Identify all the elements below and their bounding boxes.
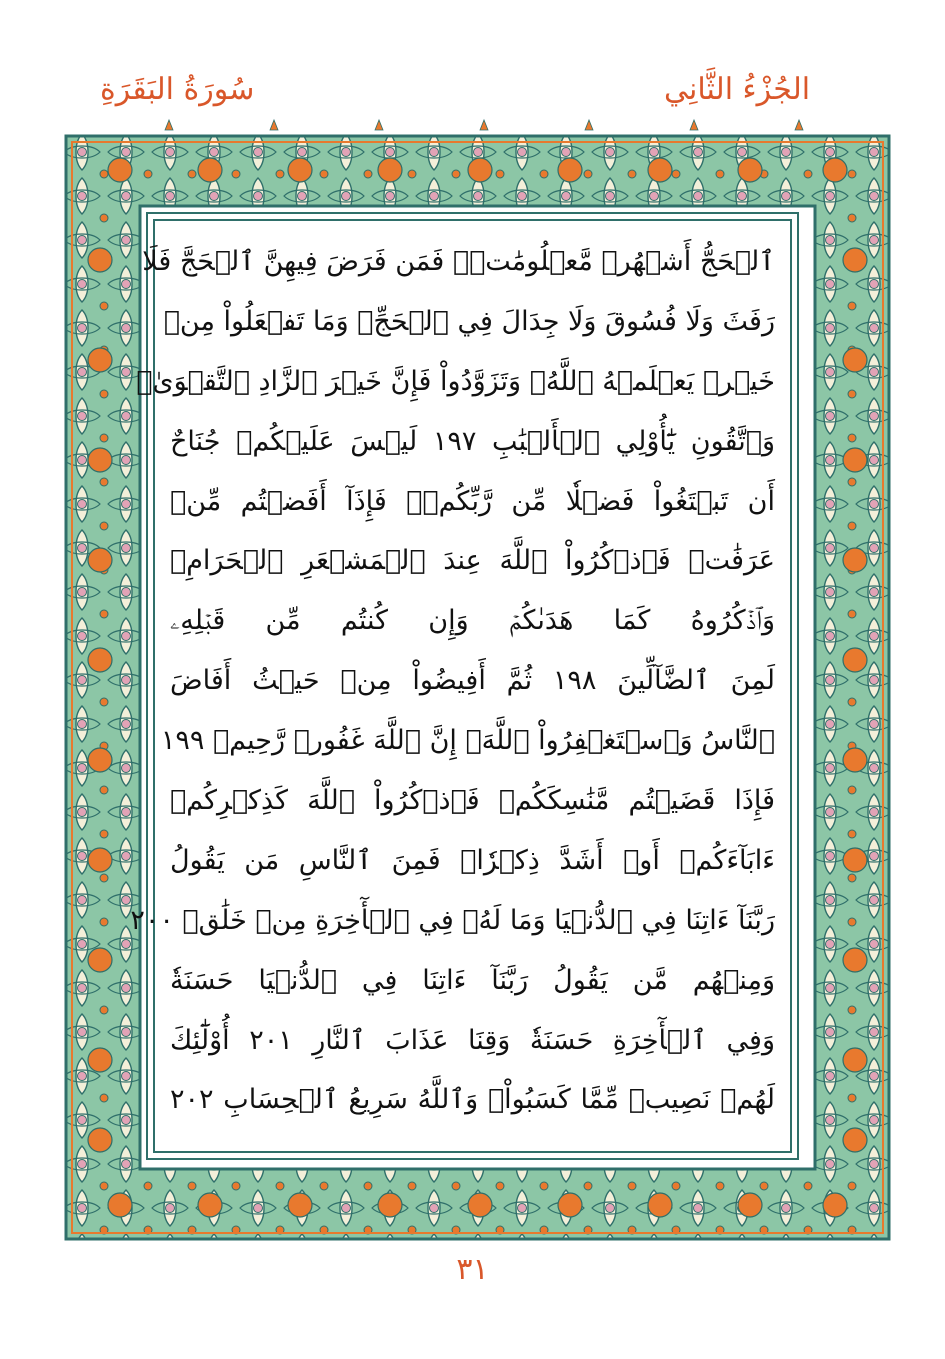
page-number: ٣١ xyxy=(456,1252,489,1287)
ayah-line: لَهُمۡ نَصِيبٞ مِّمَّا كَسَبُواْۚ وَٱللَّهُ سَرِيعُ ٱلۡحِسَابِ ٢٠٢ xyxy=(170,1084,775,1116)
ayah-line: وَٱتَّقُونِ يَٰٓأُوْلِي ٱلۡأَلۡبَٰبِ ١٩٧ لَيۡسَ عَلَيۡكُمۡ جُنَاحٌ xyxy=(170,425,775,457)
ayah-line: ءَابَآءَكُمۡ أَوۡ أَشَدَّ ذِكۡرٗاۗ فَمِنَ ٱلنَّاسِ مَن يَقُولُ xyxy=(170,844,775,876)
ayah-line: وَٱذۡكُرُوهُ كَمَا هَدَىٰكُمۡ وَإِن كُنتُم مِّن قَبۡلِهِۦ xyxy=(170,605,775,637)
ayah-line: أَن تَبۡتَغُواْ فَضۡلٗا مِّن رَّبِّكُمۡۚ فَإِذَآ أَفَضۡتُم مِّنۡ xyxy=(170,485,775,517)
ayah-line: عَرَفَٰتٖ فَٱذۡكُرُواْ ٱللَّهَ عِندَ ٱلۡمَشۡعَرِ ٱلۡحَرَامِۖ xyxy=(170,545,775,577)
ayah-line: رَفَثَ وَلَا فُسُوقَ وَلَا جِدَالَ فِي ٱلۡحَجِّۗ وَمَا تَفۡعَلُواْ مِنۡ xyxy=(163,305,775,337)
juz-title: الجُزْءُ الثَّانِي xyxy=(664,72,811,107)
ayah-line: وَفِي ٱلۡأٓخِرَةِ حَسَنَةٗ وَقِنَا عَذَابَ ٱلنَّارِ ٢٠١ أُوْلَٰٓئِكَ xyxy=(170,1024,775,1056)
ayah-line: خَيۡرٖ يَعۡلَمۡهُ ٱللَّهُۗ وَتَزَوَّدُواْ فَإِنَّ خَيۡرَ ٱلزَّادِ ٱلتَّقۡوَىٰۖ xyxy=(136,365,775,397)
surah-title: سُورَةُ البَقَرَةِ xyxy=(100,72,255,107)
ayah-line: لَمِنَ ٱلضَّآلِّينَ ١٩٨ ثُمَّ أَفِيضُواْ مِنۡ حَيۡثُ أَفَاضَ xyxy=(170,665,776,697)
ornamental-frame xyxy=(60,130,895,1245)
ayah-line: ٱلنَّاسُ وَٱسۡتَغۡفِرُواْ ٱللَّهَۚ إِنَّ ٱللَّهَ غَفُورٞ رَّحِيمٞ ١٩٩ xyxy=(160,725,775,757)
ayah-line: وَمِنۡهُم مَّن يَقُولُ رَبَّنَآ ءَاتِنَا فِي ٱلدُّنۡيَا حَسَنَةٗ xyxy=(170,964,775,996)
ayah-lines xyxy=(130,234,776,1132)
text-panel xyxy=(130,212,799,1160)
ayah-line: ٱلۡحَجُّ أَشۡهُرٞ مَّعۡلُومَٰتٞۚ فَمَن فَرَضَ فِيهِنَّ ٱلۡحَجَّ فَلَا xyxy=(142,246,775,277)
ayah-line: رَبَّنَآ ءَاتِنَا فِي ٱلدُّنۡيَا وَمَا لَهُۥ فِي ٱلۡأٓخِرَةِ مِنۡ خَلَٰقٖ ٢٠٠ xyxy=(130,904,775,936)
ayah-line: فَإِذَا قَضَيۡتُم مَّنَٰسِكَكُمۡ فَٱذۡكُرُواْ ٱللَّهَ كَذِكۡرِكُمۡ xyxy=(170,785,775,817)
